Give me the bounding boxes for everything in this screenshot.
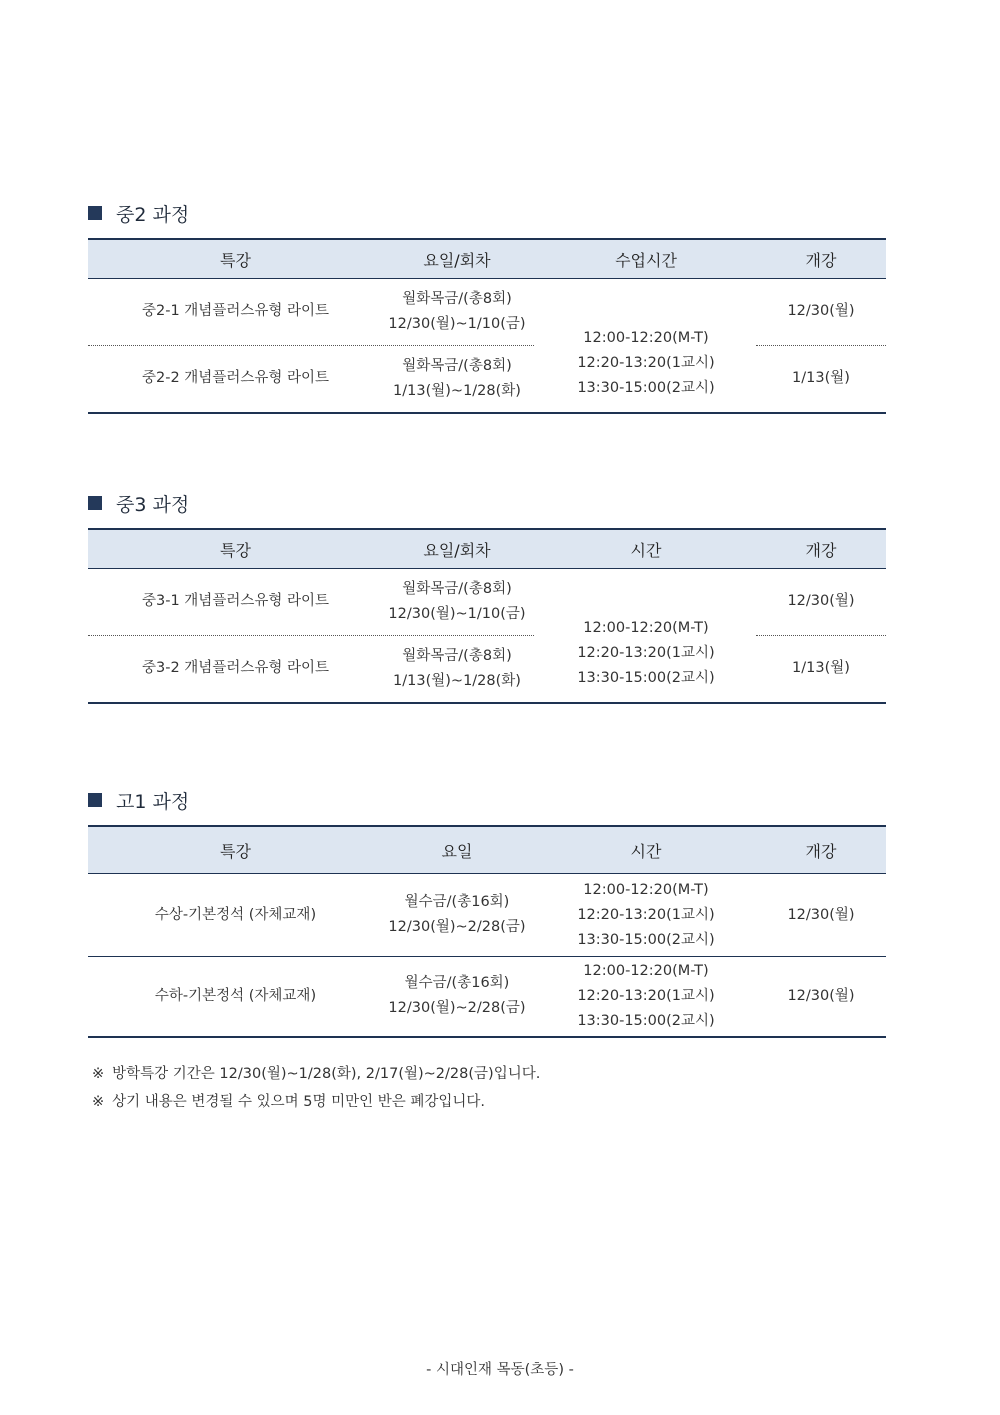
course-name: 수하-기본정석 (자체교재) <box>154 987 317 1004</box>
course-cell <box>88 345 383 412</box>
header-time: 시간 <box>630 540 662 560</box>
time-line: 12:00-12:20(M-T) <box>583 329 709 346</box>
days-cell <box>383 568 531 635</box>
time-line: 13:30-15:00(2교시) <box>577 931 715 948</box>
start-cell <box>756 278 886 345</box>
header-days: 요일 <box>441 841 473 861</box>
start-date: 12/30(월) <box>787 906 855 923</box>
table-header <box>88 528 886 569</box>
table-bottom-border <box>88 412 886 414</box>
time-line: 12:00-12:20(M-T) <box>583 619 709 636</box>
start-date: 12/30(월) <box>787 303 855 319</box>
section-title-text: 고1 과정 <box>116 790 190 813</box>
course-cell <box>88 278 383 345</box>
start-date: 12/30(월) <box>787 593 855 609</box>
days-text: 월수금/(총16회) <box>404 894 510 910</box>
time-line: 13:30-15:00(2교시) <box>577 379 715 396</box>
time-line: 12:20-13:20(1교시) <box>577 987 715 1004</box>
dates-text: 1/13(월)~1/28(화) <box>393 382 521 399</box>
section-title <box>88 785 189 815</box>
course-cell <box>88 635 383 702</box>
header-course: 특강 <box>220 841 251 861</box>
time-cell <box>531 956 761 1036</box>
start-date: 12/30(월) <box>787 987 855 1004</box>
table-header <box>88 825 886 874</box>
reference-mark-icon: ※ <box>92 1094 105 1110</box>
days-text: 월수금/(총16회) <box>404 975 510 991</box>
notes <box>92 1060 540 1116</box>
time-line: 12:20-13:20(1교시) <box>577 354 715 371</box>
square-bullet-icon <box>88 206 102 220</box>
time-line: 12:20-13:20(1교시) <box>577 906 715 923</box>
days-text: 월화목금/(총8회) <box>402 647 512 664</box>
days-cell <box>383 278 531 345</box>
days-cell <box>383 635 531 702</box>
section-title-text: 중3 과정 <box>116 493 190 516</box>
header-days: 요일/회차 <box>423 250 491 270</box>
start-cell <box>756 956 886 1036</box>
course-name: 중2-1 개념플러스유형 라이트 <box>142 303 329 319</box>
start-cell <box>756 874 886 956</box>
header-days: 요일/회차 <box>423 540 491 560</box>
dates-text: 12/30(월)~2/28(금) <box>388 1000 526 1016</box>
table-bottom-border <box>88 1036 886 1038</box>
note-cancellation <box>92 1088 540 1116</box>
course-cell <box>88 956 383 1036</box>
dates-text: 1/13(월)~1/28(화) <box>393 672 521 689</box>
days-text: 월화목금/(총8회) <box>402 580 512 597</box>
course-cell <box>88 874 383 956</box>
time-line: 13:30-15:00(2교시) <box>577 1012 715 1029</box>
header-course: 특강 <box>220 540 251 560</box>
days-text: 월화목금/(총8회) <box>402 357 512 374</box>
header-start: 개강 <box>805 540 837 560</box>
header-time: 시간 <box>630 841 662 861</box>
table-header <box>88 238 886 279</box>
days-cell <box>383 345 531 412</box>
section-title-text: 중2 과정 <box>116 203 190 226</box>
table-bottom-border <box>88 702 886 704</box>
time-line: 13:30-15:00(2교시) <box>577 669 715 686</box>
start-cell <box>756 345 886 412</box>
header-time: 수업시간 <box>615 250 677 270</box>
time-line: 12:20-13:20(1교시) <box>577 644 715 661</box>
dates-text: 12/30(월)~2/28(금) <box>388 919 526 935</box>
time-cell <box>531 296 761 430</box>
square-bullet-icon <box>88 496 102 510</box>
time-line: 12:00-12:20(M-T) <box>583 881 709 898</box>
time-cell <box>531 874 761 956</box>
square-bullet-icon <box>88 793 102 807</box>
course-name: 중3-2 개념플러스유형 라이트 <box>142 660 329 676</box>
time-line: 12:00-12:20(M-T) <box>583 962 709 979</box>
header-course: 특강 <box>220 250 251 270</box>
header-start: 개강 <box>805 841 837 861</box>
days-cell <box>383 874 531 956</box>
note-text: 방학특강 기간은 12/30(월)~1/28(화), 2/17(월)~2/28(금)입니다. <box>112 1066 541 1082</box>
course-name: 수상-기본정석 (자체교재) <box>154 906 317 923</box>
dates-text: 12/30(월)~1/10(금) <box>388 605 526 622</box>
start-date: 1/13(월) <box>792 660 850 676</box>
note-text: 상기 내용은 변경될 수 있으며 5명 미만인 반은 폐강입니다. <box>112 1094 486 1110</box>
days-cell <box>383 956 531 1036</box>
header-start: 개강 <box>805 250 837 270</box>
days-text: 월화목금/(총8회) <box>402 290 512 307</box>
dates-text: 12/30(월)~1/10(금) <box>388 315 526 332</box>
note-period <box>92 1060 540 1088</box>
section-title <box>88 198 189 228</box>
reference-mark-icon: ※ <box>92 1066 105 1082</box>
section-title <box>88 488 189 518</box>
start-cell <box>756 635 886 702</box>
page-footer: - 시대인재 목동(초등) - <box>426 1362 574 1378</box>
start-date: 1/13(월) <box>792 370 850 386</box>
course-cell <box>88 568 383 635</box>
start-cell <box>756 568 886 635</box>
course-name: 중3-1 개념플러스유형 라이트 <box>142 593 329 609</box>
course-name: 중2-2 개념플러스유형 라이트 <box>142 370 329 386</box>
time-cell <box>531 586 761 720</box>
